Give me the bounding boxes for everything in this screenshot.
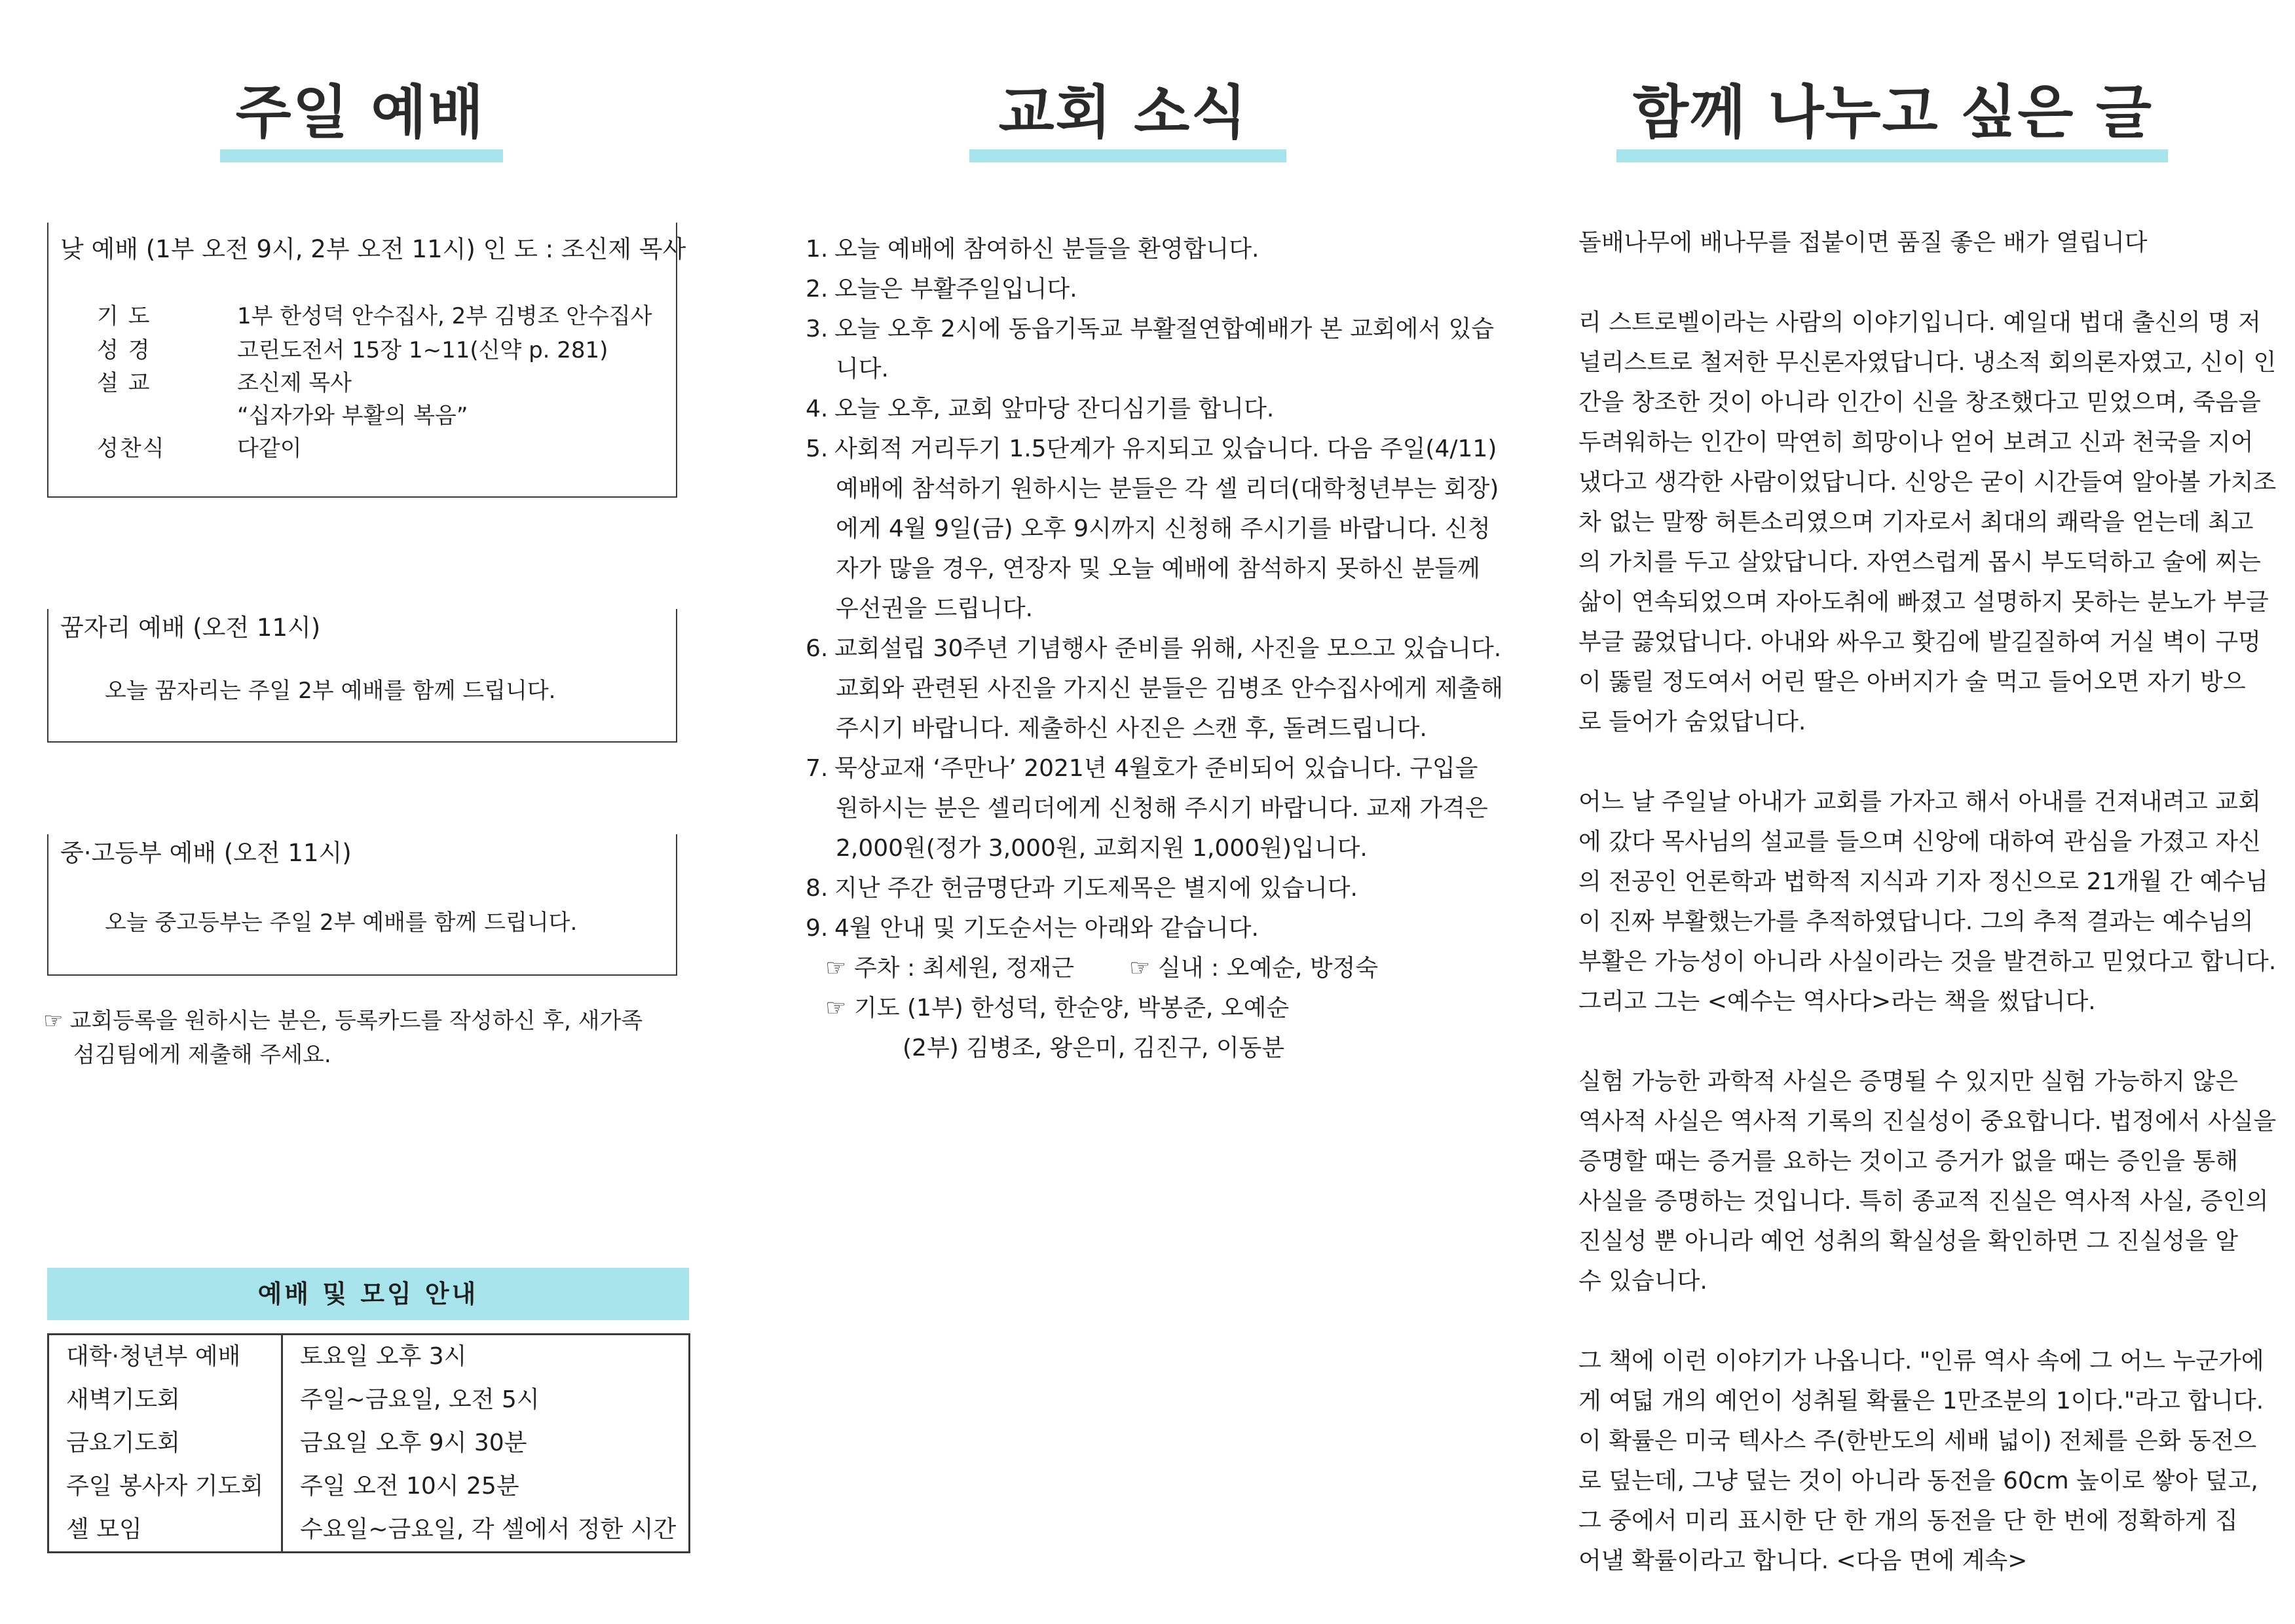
essay-line: 진실성 뿐 아니라 예언 성취의 확실성을 확인하면 그 진실성을 알 (1578, 1228, 2239, 1255)
list-item (806, 229, 1467, 269)
item-text: 묵상교재 ‘주만나’ 2021년 4월호가 준비되어 있습니다. 구입을 (834, 755, 1478, 782)
role-label-sermon: 설 교 (97, 370, 151, 396)
role-value-prayer: 1부 한성덕 안수집사, 2부 김병조 안수집사 (237, 303, 652, 329)
list-item-continuation: 원하시는 분은 셀리더에게 신청해 주시기 바랍니다. 교재 가격은 (836, 795, 1488, 822)
role-value-communion: 다같이 (237, 435, 302, 462)
role-label-scripture: 성 경 (97, 337, 151, 363)
essay-line: 실험 가능한 과학적 사실은 증명될 수 있지만 실험 가능하지 않은 (1578, 1068, 2239, 1095)
list-item (806, 908, 1467, 948)
prayer-duty-second: (2부) 김병조, 왕은미, 김진구, 이동분 (903, 1035, 1285, 1061)
essay-line: 차 없는 말짱 허튼소리였으며 기자로서 최대의 쾌락을 얻는데 최고 (1578, 509, 2254, 536)
essay-line: 삶이 연속되었으며 자아도취에 빠졌고 설명하지 못하는 분노가 부글 (1578, 589, 2269, 616)
essay-line: 부활은 가능성이 아니라 사실이라는 것을 발견하고 믿었다고 합니다. (1578, 948, 2277, 975)
schedule-time: 주일~금요일, 오전 5시 (282, 1378, 690, 1422)
essay-line: 간을 창조한 것이 아니라 인간이 신을 창조했다고 믿었으며, 죽음을 (1578, 389, 2261, 416)
item-text: 오늘 오후, 교회 앞마당 잔디심기를 합니다. (834, 396, 1275, 422)
item-text: 교회설립 30주년 기념행사 준비를 위해, 사진을 모으고 있습니다. (834, 635, 1502, 662)
item-text: 오늘 오후 2시에 동읍기독교 부활절연합예배가 본 교회에서 있습 (834, 316, 1495, 342)
list-item-continuation: 우선권을 드립니다. (836, 595, 1034, 622)
pointing-hand-icon: ☞ (825, 995, 847, 1022)
list-item (806, 309, 1495, 349)
schedule-guide-table (47, 1333, 690, 1553)
essay-line: 어느 날 주일날 아내가 교회를 가자고 해서 아내를 건져내려고 교회 (1578, 788, 2261, 815)
list-item-continuation: 니다. (836, 356, 889, 382)
worship-heading-underline (220, 149, 503, 162)
schedule-name: 주일 봉사자 기도회 (66, 1473, 264, 1500)
prayer-duty-first: 기도 (1부) 한성덕, 한순양, 박봉준, 오예순 (854, 995, 1290, 1022)
news-heading: 교회 소식 (998, 79, 1248, 146)
essay-line: 사실을 증명하는 것입니다. 특히 종교적 진실은 역사적 사실, 증인의 (1578, 1188, 2269, 1215)
duty-row (806, 948, 1467, 988)
table-row (48, 1422, 690, 1465)
list-item-continuation: 주시기 바랍니다. 제출하신 사진은 스캔 후, 돌려드립니다. (836, 715, 1427, 742)
table-row (48, 1465, 690, 1508)
schedule-guide-title: 예배 및 모임 안내 (47, 1268, 689, 1320)
essay-line: 그 중에서 미리 표시한 단 한 개의 동전을 단 한 번에 정확하게 집 (1578, 1507, 2238, 1534)
list-item-continuation: 에게 4월 9일(금) 오후 9시까지 신청해 주시기를 바랍니다. 신청 (836, 515, 1491, 542)
list-item-continuation: 2,000원(정가 3,000원, 교회지원 1,000원)입니다. (836, 835, 1368, 862)
item-number: 6. (806, 635, 829, 662)
schedule-name: 대학·청년부 예배 (66, 1343, 241, 1370)
schedule-name: 셀 모임 (66, 1516, 142, 1543)
list-item (806, 748, 1478, 788)
sharing-heading: 함께 나누고 싶은 글 (1633, 79, 2153, 146)
main-service-title: 낮 예배 (1부 오전 9시, 2부 오전 11시) 인 도 : 조신제 목사 (60, 235, 686, 263)
item-text: 지난 주간 헌금명단과 기도제목은 별지에 있습니다. (834, 875, 1358, 902)
essay-line: 이 진짜 부활했는가를 추적하였답니다. 그의 추적 결과는 예수님의 (1578, 908, 2254, 935)
table-row (48, 1335, 690, 1379)
item-number: 5. (806, 435, 829, 462)
sharing-heading-underline (1616, 149, 2168, 162)
essay-line: 그리고 그는 <예수는 역사다>라는 책을 썼답니다. (1578, 988, 2096, 1015)
schedule-time: 토요일 오후 3시 (282, 1335, 690, 1379)
essay-line: 증명할 때는 증거를 요하는 것이고 증거가 없을 때는 증인을 통해 (1578, 1148, 2239, 1175)
item-number: 9. (806, 915, 829, 942)
news-heading-underline (969, 149, 1286, 162)
table-row (48, 1378, 690, 1422)
pointing-hand-icon: ☞ (1129, 955, 1151, 982)
usher-duty: 실내 : 오예순, 방정숙 (1158, 955, 1379, 982)
kids-service-text: 오늘 꿈자리는 주일 2부 예배를 함께 드립니다. (105, 678, 556, 704)
item-number: 4. (806, 396, 829, 422)
essay (1578, 223, 2277, 1581)
list-item-continuation: 교회와 관련된 사진을 가지신 분들은 김병조 안수집사에게 제출해 (836, 675, 1504, 702)
role-label-prayer: 기 도 (97, 303, 151, 329)
registration-note-line2: 섬김팀에게 제출해 주세요. (73, 1042, 331, 1068)
essay-line: 의 가치를 두고 살았답니다. 자연스럽게 몹시 부도덕하고 술에 찌는 (1578, 549, 2261, 576)
schedule-time: 주일 오전 10시 25분 (282, 1465, 690, 1508)
registration-note (43, 1010, 643, 1032)
schedule-name: 새벽기도회 (66, 1386, 180, 1413)
item-number: 3. (806, 316, 829, 342)
item-number: 2. (806, 276, 829, 303)
essay-line: 냈다고 생각한 사람이었답니다. 신앙은 굳이 시간들여 알아볼 가치조 (1578, 469, 2277, 496)
schedule-time: 수요일~금요일, 각 셀에서 정한 시간 (282, 1508, 690, 1553)
item-number: 1. (806, 236, 829, 263)
schedule-time: 금요일 오후 9시 30분 (282, 1422, 690, 1465)
youth-service-text: 오늘 중고등부는 주일 2부 예배를 함께 드립니다. (105, 910, 578, 936)
essay-line: 로 들어가 숨었답니다. (1578, 709, 1806, 735)
essay-line: 두려워하는 인간이 막연히 희망이나 얻어 보려고 신과 천국을 지어 (1578, 429, 2254, 456)
list-item (806, 868, 1467, 908)
essay-line: 어낼 확률이라고 합니다. <다음 면에 계속> (1578, 1547, 2028, 1574)
essay-line: 이 확률은 미국 텍사스 주(한반도의 세배 넓이) 전체를 은화 동전으 (1578, 1428, 2257, 1454)
list-item-continuation: 자가 많을 경우, 연장자 및 오늘 예배에 참석하지 못하신 분들께 (836, 555, 1480, 582)
item-text: 사회적 거리두기 1.5단계가 유지되고 있습니다. 다음 주일(4/11) (834, 435, 1497, 462)
list-item (806, 389, 1467, 429)
essay-line: 역사적 사실은 역사적 기록의 진실성이 중요합니다. 법정에서 사실을 (1578, 1108, 2277, 1135)
role-value-scripture: 고린도전서 15장 1~11(신약 p. 281) (237, 337, 608, 363)
news-list (806, 229, 1504, 1068)
prayer-duty-row (806, 988, 1467, 1028)
sermon-title: “십자가와 부활의 복음” (237, 403, 468, 429)
essay-subtitle: 돌배나무에 배나무를 접붙이면 품질 좋은 배가 열립니다 (1578, 229, 2148, 256)
table-row (48, 1508, 690, 1553)
essay-line: 수 있습니다. (1578, 1268, 1707, 1295)
item-text: 오늘은 부활주일입니다. (834, 276, 1077, 303)
schedule-name: 금요기도회 (66, 1430, 180, 1456)
essay-line: 리 스트로벨이라는 사람의 이야기입니다. 예일대 법대 출신의 명 저 (1578, 309, 2261, 336)
item-text: 4월 안내 및 기도순서는 아래와 같습니다. (834, 915, 1259, 942)
list-item (806, 429, 1497, 469)
parking-duty: 주차 : 최세원, 정재근 (854, 955, 1075, 982)
youth-service-title: 중·고등부 예배 (오전 11시) (60, 841, 361, 865)
essay-line: 널리스트로 철저한 무신론자였답니다. 냉소적 회의론자였고, 신이 인 (1578, 349, 2277, 376)
essay-line: 게 여덟 개의 예언이 성취될 확률은 1만조분의 1이다."라고 합니다. (1578, 1388, 2264, 1414)
role-value-sermon: 조신제 목사 (237, 370, 352, 396)
essay-line: 로 덮는데, 그냥 덮는 것이 아니라 동전을 60cm 높이로 쌓아 덮고, (1578, 1467, 2258, 1494)
list-item (806, 269, 1467, 309)
pointing-hand-icon: ☞ (43, 1008, 64, 1034)
essay-line: 부글 끓었답니다. 아내와 싸우고 홧김에 발길질하여 거실 벽이 구멍 (1578, 629, 2261, 655)
list-item-continuation: 예배에 참석하기 원하시는 분들은 각 셀 리더(대학청년부는 회장) (836, 475, 1499, 502)
essay-line: 에 갔다 목사님의 설교를 들으며 신앙에 대하여 관심을 가졌고 자신 (1578, 828, 2261, 855)
essay-line: 이 뚫릴 정도여서 어린 딸은 아버지가 술 먹고 들어오면 자기 방으 (1578, 669, 2246, 695)
list-item (806, 629, 1502, 669)
role-label-communion: 성찬식 (97, 435, 166, 462)
worship-heading: 주일 예배 (235, 79, 485, 146)
pointing-hand-icon: ☞ (825, 955, 847, 982)
essay-line: 그 책에 이런 이야기가 나옵니다. "인류 역사 속에 그 어느 누군가에 (1578, 1348, 2264, 1375)
item-number: 8. (806, 875, 829, 902)
registration-note-line1: 교회등록을 원하시는 분은, 등록카드를 작성하신 후, 새가족 (69, 1008, 643, 1034)
item-number: 7. (806, 755, 829, 782)
item-text: 오늘 예배에 참여하신 분들을 환영합니다. (834, 236, 1259, 263)
essay-line: 의 전공인 언론학과 법학적 지식과 기자 정신으로 21개월 간 예수님 (1578, 868, 2268, 895)
kids-service-title: 꿈자리 예배 (오전 11시) (60, 616, 329, 640)
